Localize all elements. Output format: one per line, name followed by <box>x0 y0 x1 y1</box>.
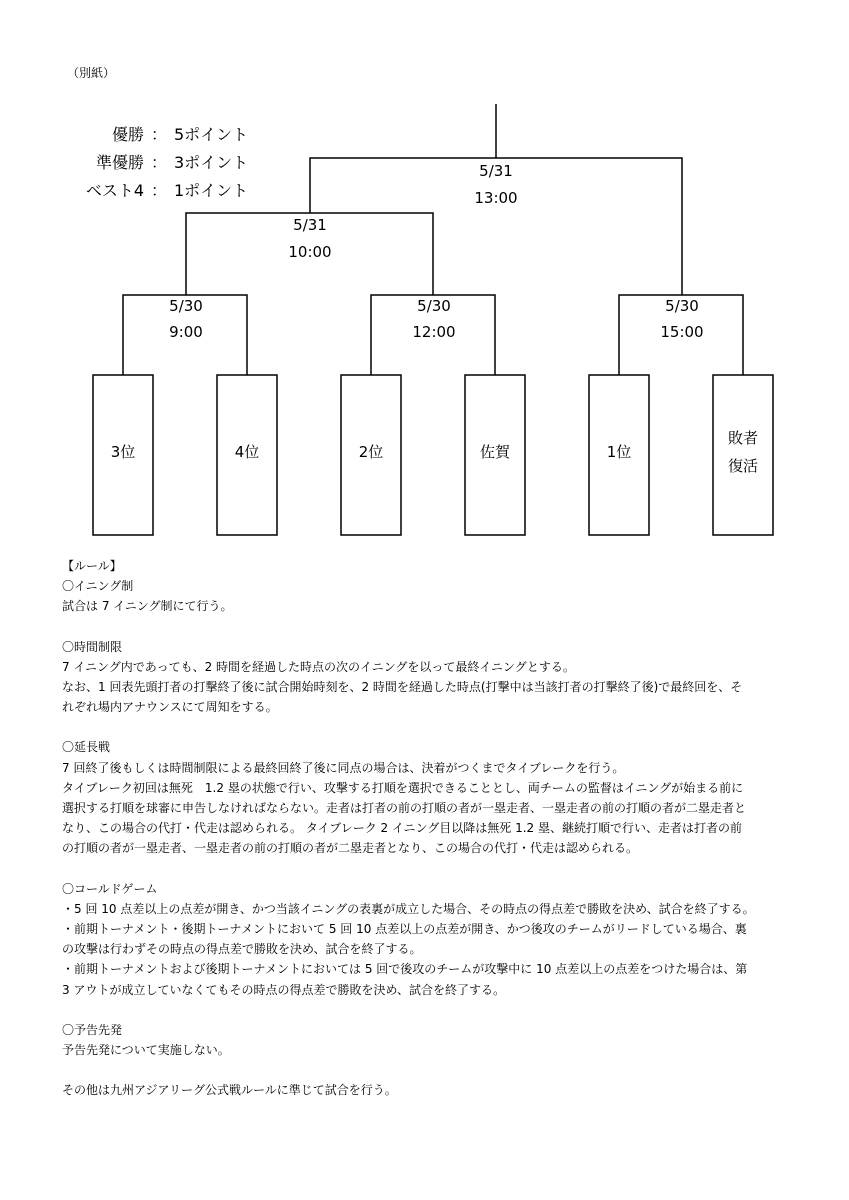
points-label: 優勝 <box>111 125 144 144</box>
points-label: 準優勝 <box>95 153 144 172</box>
game-date: 5/30 <box>169 297 203 315</box>
rule-title-time-limit: 〇時間制限 <box>62 639 123 654</box>
points-value: 1ポイント <box>174 181 249 200</box>
game-date: 5/31 <box>293 216 327 234</box>
points-separator: ： <box>150 125 167 144</box>
rule-title-called-game: 〇コールドゲーム <box>62 881 158 896</box>
points-separator: ： <box>150 153 167 172</box>
tournament-bracket <box>0 0 849 545</box>
team-name-line2: 復活 <box>727 457 759 475</box>
rule-text: 7 回終了後もしくは時間制限による最終回終了後に同点の場合は、決着がつくまでタイブレークを行う。 <box>62 760 625 775</box>
game-time: 10:00 <box>288 243 332 261</box>
rule-text: 予告先発について実施しない。 <box>62 1043 230 1058</box>
rules-closing: その他は九州アジアリーグ公式戦ルールに準じて試合を行う。 <box>62 1083 397 1098</box>
rule-text: 選択する打順を球審に申告しなければならない。走者は打者の前の打順の者が一塁走者、一塁走者の前の打順の者が二塁走者と <box>62 801 747 816</box>
game-time: 9:00 <box>169 323 203 341</box>
rule-text: れぞれ場内アナウンスにて周知をする。 <box>62 700 278 715</box>
game-date: 5/30 <box>665 297 699 315</box>
rule-text: 試合は 7 イニング制にて行う。 <box>62 599 233 614</box>
team-name: 2位 <box>358 443 384 461</box>
rule-text: なお、1 回表先頭打者の打撃終了後に試合開始時刻を、2 時間を経過した時点(打撃中は当該打者の打撃終了後)で最終回を、そ <box>62 680 743 695</box>
rule-text: の攻撃は行わずその時点の得点差で勝敗を決め、試合を終了する。 <box>62 942 422 957</box>
rule-text: ・前期トーナメントおよび後期トーナメントにおいては 5 回で後攻のチームが攻撃中に 10 点差以上の点差をつけた場合は、第 <box>62 962 748 977</box>
game-time: 13:00 <box>474 189 518 207</box>
team-name: 1位 <box>606 443 632 461</box>
rules-heading: 【ルール】 <box>62 559 122 573</box>
rule-text: ・5 回 10 点差以上の点差が開き、かつ当該イニングの表裏が成立した場合、その時点の得点差で勝敗を決め、試合を終了する。 <box>62 901 755 916</box>
attachment-label: （別紙） <box>67 66 116 80</box>
game-date: 5/31 <box>479 162 513 180</box>
rule-title-extra-innings: 〇延長戦 <box>62 740 111 755</box>
rule-text: タイブレーク初回は無死 1.2 塁の状態で行い、攻撃する打順を選択できることとし、両チームの監督はイニングが始まる前に <box>62 780 744 795</box>
team-name: 3位 <box>110 443 136 461</box>
rule-text: ・前期トーナメント・後期トーナメントにおいて 5 回 10 点差以上の点差が開き、かつ後攻のチームがリードしている場合、裏 <box>62 922 747 937</box>
team-name: 佐賀 <box>479 443 511 461</box>
rule-text: 7 イニング内であっても、2 時間を経過した時点の次のイニングを以って最終イニングとする。 <box>62 659 575 674</box>
rule-text: なり、この場合の代打・代走は認められる。 タイブレーク 2 イニング目以降は無死 1.2 塁、継続打順で行い、走者は打者の前 <box>62 821 742 836</box>
points-label: ベスト4 <box>85 181 144 200</box>
game-date: 5/30 <box>417 297 451 315</box>
rule-text: の打順の者が一塁走者、一塁走者の前の打順の者が二塁走者となり、この場合の代打・代走は認められる。 <box>62 841 639 856</box>
points-separator: ： <box>150 181 167 200</box>
team-name-line1: 敗者 <box>727 429 759 447</box>
points-value: 3ポイント <box>174 153 249 172</box>
points-value: 5ポイント <box>174 125 249 144</box>
team-box <box>713 375 773 535</box>
rule-text: 3 アウトが成立していなくてもその時点の得点差で勝敗を決め、試合を終了する。 <box>62 982 505 997</box>
rules-section <box>62 556 800 1100</box>
team-name: 4位 <box>234 443 260 461</box>
game-time: 15:00 <box>660 323 704 341</box>
rule-title-probable-pitchers: 〇予告先発 <box>62 1022 123 1037</box>
rule-title-innings: 〇イニング制 <box>62 579 134 594</box>
game-time: 12:00 <box>412 323 456 341</box>
